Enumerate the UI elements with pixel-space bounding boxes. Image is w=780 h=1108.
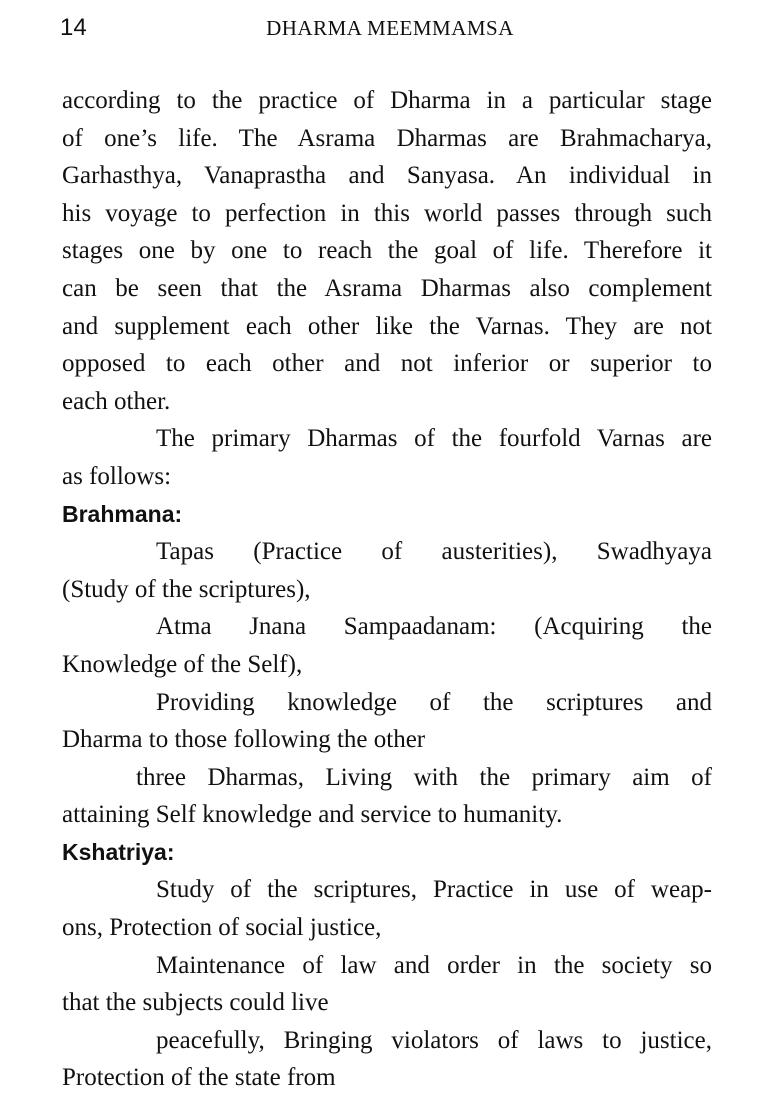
text-line: his voyage to perfection in this world passes through such (62, 199, 712, 227)
text-line: three Dharmas, Living with the primary aim of (136, 763, 712, 791)
text-line: and supplement each other like the Varnas. They are not (62, 312, 712, 340)
text-line: Tapas (Practice of austerities), Swadhyaya (156, 538, 712, 566)
text-line: Study of the scriptures, Practice in use of weap- (156, 876, 712, 904)
text-line: opposed to each other and not inferior or superior to (62, 350, 712, 378)
text-line: Maintenance of law and order in the society so (156, 951, 712, 979)
text-line: as follows: (62, 462, 172, 490)
page-number: 14 (60, 14, 87, 41)
text-line: ons, Protection of social justice, (62, 914, 382, 942)
text-line: peacefully, Bringing violators of laws to justice, (156, 1026, 712, 1054)
text-line: each other. (62, 387, 171, 415)
text-line: of one’s life. The Asrama Dharmas are Brahmacharya, (62, 124, 712, 152)
text-line: Protection of the state from (62, 1064, 336, 1092)
text-line: Knowledge of the Self), (62, 650, 303, 678)
text-line: according to the practice of Dharma in a particular stage (62, 87, 712, 114)
running-title: DHARMA MEEMMAMSA (266, 16, 514, 40)
text-line: attaining Self knowledge and service to humanity. (62, 801, 563, 829)
body-text (62, 82, 712, 1097)
section-heading: Kshatriya: (62, 838, 175, 865)
text-line: Dharma to those following the other (62, 726, 426, 754)
text-line: stages one by one to reach the goal of life. Therefore it (62, 237, 712, 265)
text-line: that the subjects could live (62, 989, 329, 1017)
text-line: Providing knowledge of the scriptures and (156, 688, 712, 716)
section-heading: Brahmana: (62, 500, 183, 527)
text-line: can be seen that the Asrama Dharmas also complement (62, 274, 712, 302)
text-line: The primary Dharmas of the fourfold Varnas are (156, 425, 712, 453)
text-line: Atma Jnana Sampaadanam: (Acquiring the (156, 613, 712, 641)
text-line: (Study of the scriptures), (62, 575, 311, 603)
text-line: Garhasthya, Vanaprastha and Sanyasa. An individual in (62, 162, 712, 190)
